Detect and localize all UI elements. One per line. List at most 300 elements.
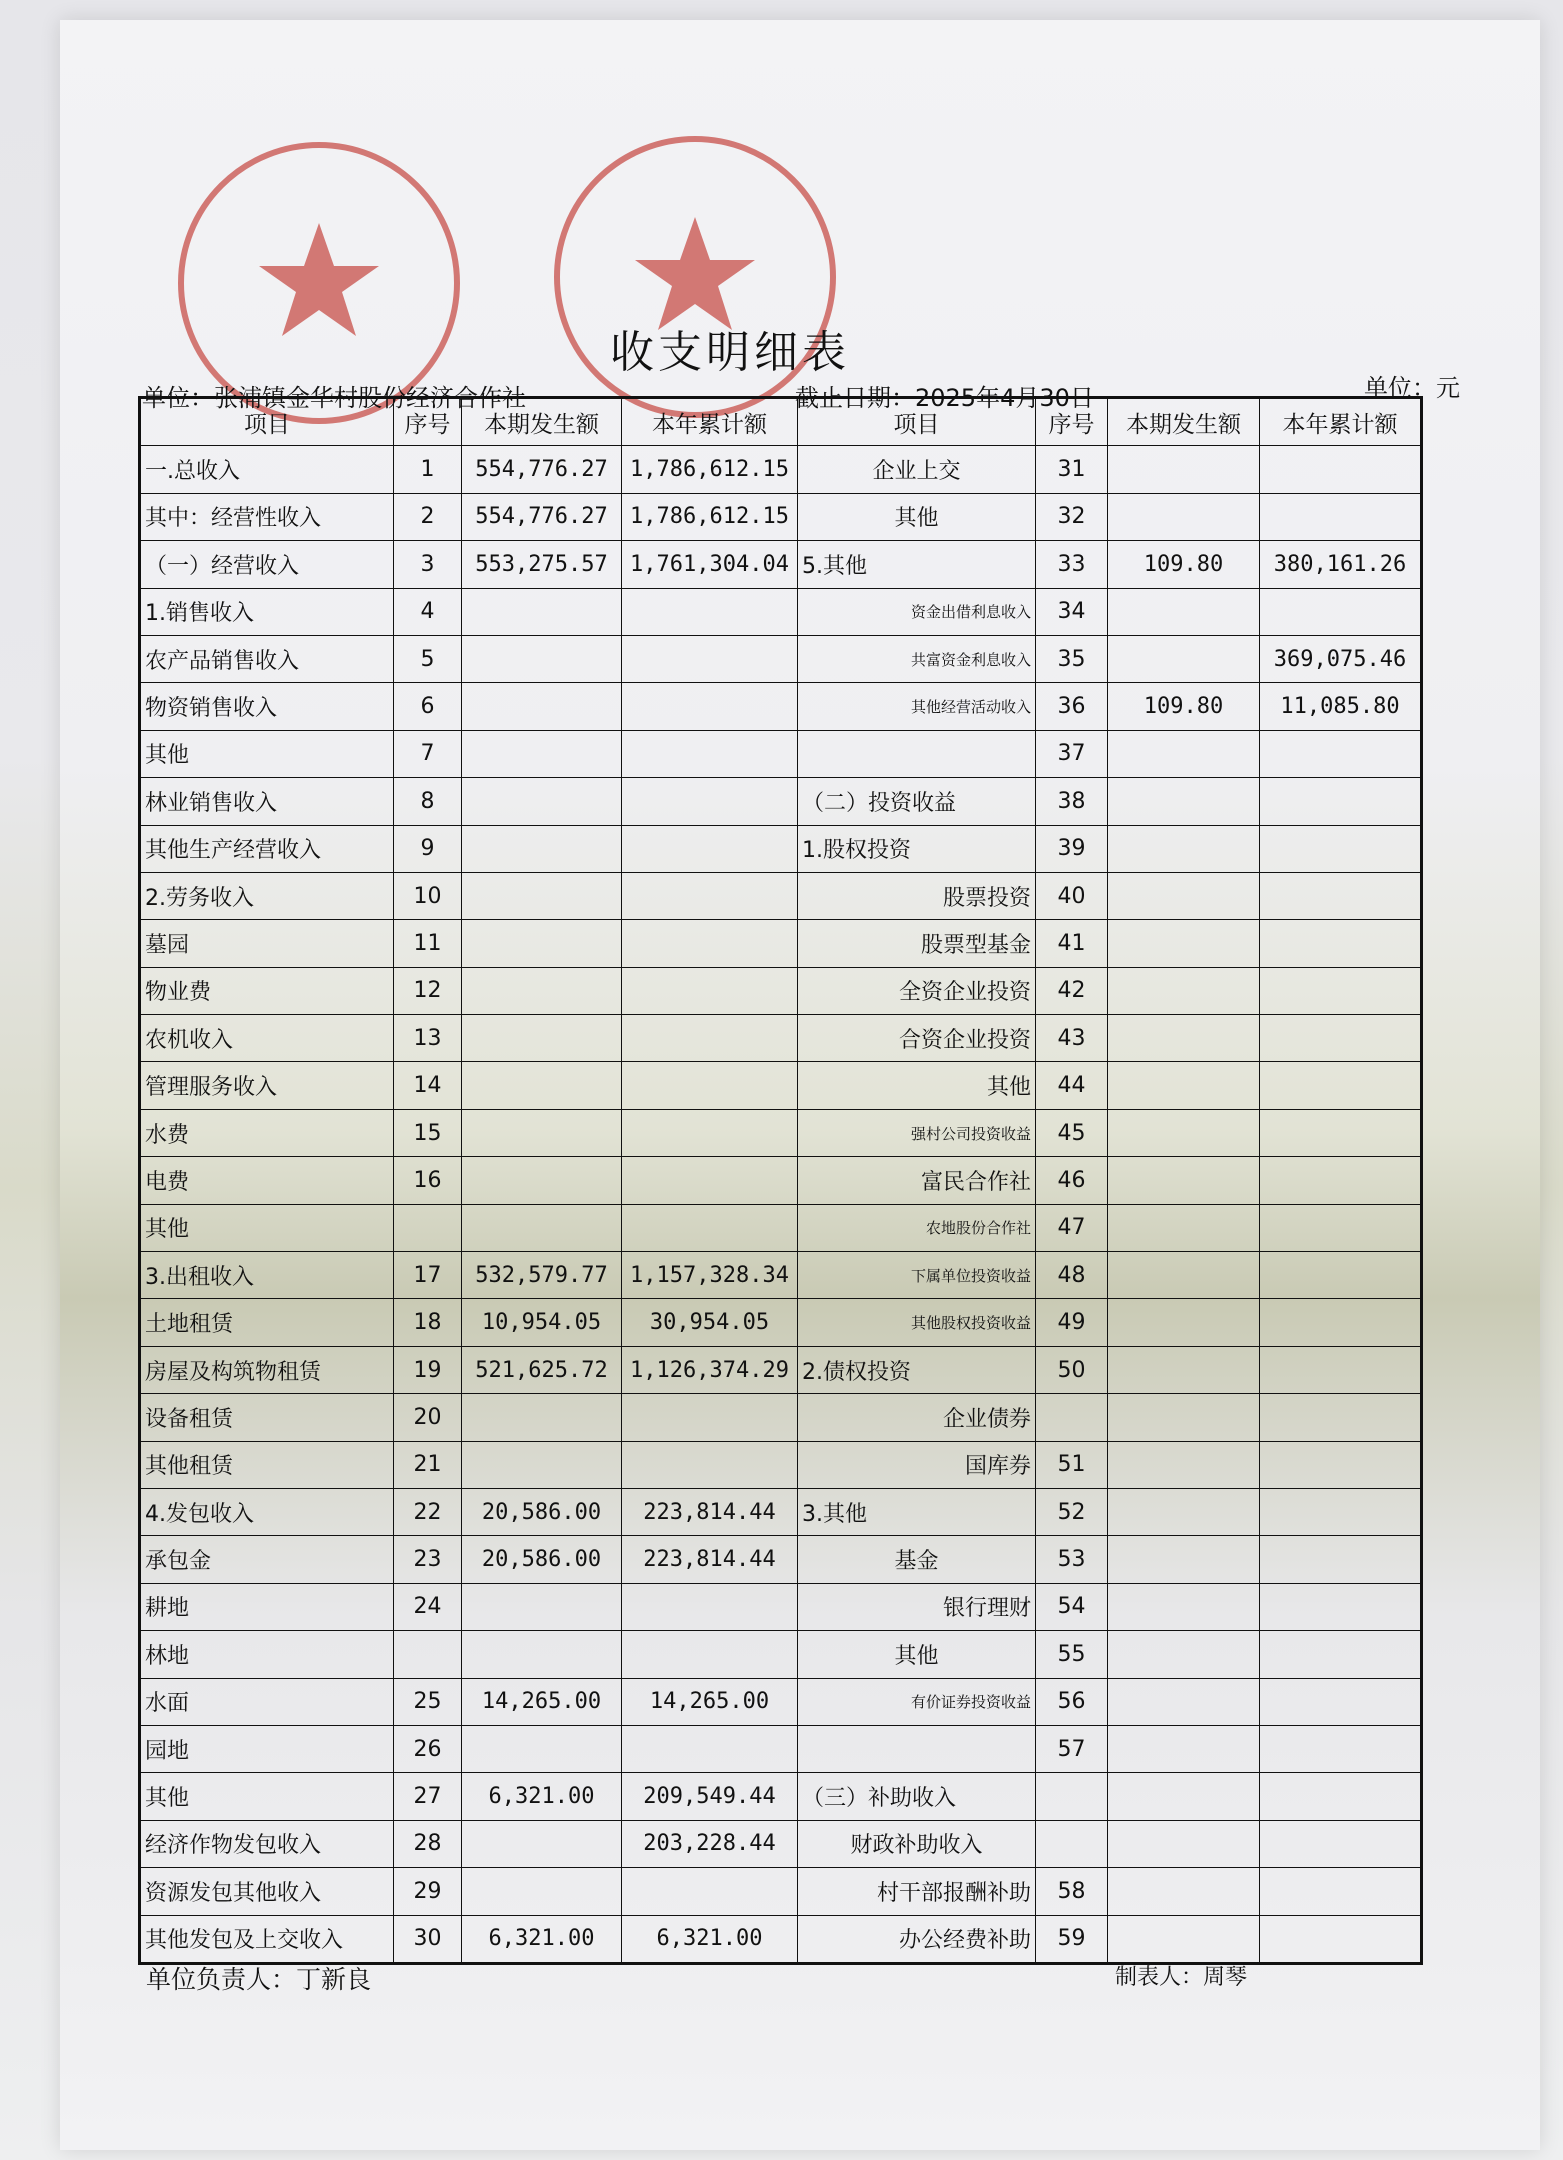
left-item-cell: 农产品销售收入 xyxy=(140,635,394,682)
unit-head-label: 单位负责人：丁新良 xyxy=(146,1965,372,1994)
right-current-amount-cell xyxy=(1108,1583,1260,1630)
left-seq-cell: 21 xyxy=(394,1441,462,1488)
left-ytd-amount-cell xyxy=(622,1394,798,1441)
left-ytd-amount-cell: 14,265.00 xyxy=(622,1678,798,1725)
left-item-cell: 经济作物发包收入 xyxy=(140,1820,394,1867)
right-ytd-amount-cell xyxy=(1260,1915,1422,1963)
right-ytd-amount-cell xyxy=(1260,1252,1422,1299)
left-item-cell: 管理服务收入 xyxy=(140,1062,394,1109)
date-label: 截止日期：2025年4月30日 xyxy=(795,384,1094,412)
right-item-cell: 其他经营活动收入 xyxy=(798,683,1036,730)
right-item-cell: 办公经费补助 xyxy=(798,1915,1036,1963)
left-ytd-amount-cell xyxy=(622,683,798,730)
left-current-amount-cell: 20,586.00 xyxy=(462,1536,622,1583)
right-item-cell: 企业上交 xyxy=(798,446,1036,493)
table-header-row xyxy=(140,398,1422,446)
left-item-cell: 园地 xyxy=(140,1725,394,1772)
right-item-cell: 股票型基金 xyxy=(798,920,1036,967)
right-ytd-amount-cell xyxy=(1260,446,1422,493)
left-current-amount-cell: 6,321.00 xyxy=(462,1915,622,1963)
left-current-amount-cell xyxy=(462,872,622,919)
right-current-amount-cell xyxy=(1108,1773,1260,1820)
left-current-amount-cell: 521,625.72 xyxy=(462,1346,622,1393)
table-row xyxy=(140,1062,1422,1109)
right-ytd-amount-cell xyxy=(1260,1157,1422,1204)
header-cell: 本期发生额 xyxy=(1108,398,1260,446)
left-seq-cell: 8 xyxy=(394,778,462,825)
right-seq-cell: 57 xyxy=(1036,1725,1108,1772)
left-ytd-amount-cell: 209,549.44 xyxy=(622,1773,798,1820)
right-item-cell: 2.债权投资 xyxy=(798,1346,1036,1393)
right-current-amount-cell xyxy=(1108,1915,1260,1963)
right-current-amount-cell xyxy=(1108,920,1260,967)
left-ytd-amount-cell xyxy=(622,1631,798,1678)
currency-label: 单位：元 xyxy=(1364,374,1460,402)
table-row xyxy=(140,635,1422,682)
right-item-cell: 3.其他 xyxy=(798,1488,1036,1535)
right-seq-cell: 58 xyxy=(1036,1868,1108,1915)
right-ytd-amount-cell xyxy=(1260,1536,1422,1583)
right-seq-cell: 35 xyxy=(1036,635,1108,682)
left-ytd-amount-cell xyxy=(622,1109,798,1156)
right-current-amount-cell xyxy=(1108,825,1260,872)
left-seq-cell: 3 xyxy=(394,541,462,588)
left-item-cell: 其中：经营性收入 xyxy=(140,493,394,540)
left-item-cell: 一.总收入 xyxy=(140,446,394,493)
left-ytd-amount-cell: 30,954.05 xyxy=(622,1299,798,1346)
left-item-cell: 物业费 xyxy=(140,967,394,1014)
left-ytd-amount-cell xyxy=(622,635,798,682)
right-item-cell: 基金 xyxy=(798,1536,1036,1583)
header-cell: 本期发生额 xyxy=(462,398,622,446)
left-seq-cell: 30 xyxy=(394,1915,462,1963)
right-ytd-amount-cell xyxy=(1260,1583,1422,1630)
table-row xyxy=(140,1299,1422,1346)
left-current-amount-cell: 532,579.77 xyxy=(462,1252,622,1299)
right-ytd-amount-cell xyxy=(1260,1820,1422,1867)
left-seq-cell: 19 xyxy=(394,1346,462,1393)
left-current-amount-cell xyxy=(462,1394,622,1441)
right-ytd-amount-cell xyxy=(1260,1488,1422,1535)
right-item-cell: 全资企业投资 xyxy=(798,967,1036,1014)
left-seq-cell: 29 xyxy=(394,1868,462,1915)
right-seq-cell: 41 xyxy=(1036,920,1108,967)
left-current-amount-cell: 554,776.27 xyxy=(462,493,622,540)
left-item-cell: 耕地 xyxy=(140,1583,394,1630)
right-ytd-amount-cell xyxy=(1260,493,1422,540)
header-cell: 序号 xyxy=(1036,398,1108,446)
left-seq-cell: 24 xyxy=(394,1583,462,1630)
left-ytd-amount-cell xyxy=(622,1725,798,1772)
left-seq-cell: 16 xyxy=(394,1157,462,1204)
right-ytd-amount-cell xyxy=(1260,1868,1422,1915)
left-item-cell: （一）经营收入 xyxy=(140,541,394,588)
table-row xyxy=(140,1394,1422,1441)
table-row xyxy=(140,872,1422,919)
right-seq-cell: 54 xyxy=(1036,1583,1108,1630)
left-current-amount-cell xyxy=(462,635,622,682)
right-current-amount-cell xyxy=(1108,493,1260,540)
left-seq-cell: 12 xyxy=(394,967,462,1014)
right-ytd-amount-cell xyxy=(1260,1725,1422,1772)
left-ytd-amount-cell xyxy=(622,872,798,919)
right-current-amount-cell xyxy=(1108,1536,1260,1583)
right-current-amount-cell: 109.80 xyxy=(1108,541,1260,588)
right-ytd-amount-cell xyxy=(1260,872,1422,919)
table-row xyxy=(140,825,1422,872)
right-item-cell: 村干部报酬补助 xyxy=(798,1868,1036,1915)
left-current-amount-cell xyxy=(462,1583,622,1630)
right-current-amount-cell xyxy=(1108,1820,1260,1867)
right-item-cell: 有价证券投资收益 xyxy=(798,1678,1036,1725)
left-item-cell: 林业销售收入 xyxy=(140,778,394,825)
right-ytd-amount-cell xyxy=(1260,1109,1422,1156)
left-seq-cell: 27 xyxy=(394,1773,462,1820)
left-seq-cell: 20 xyxy=(394,1394,462,1441)
left-ytd-amount-cell: 1,786,612.15 xyxy=(622,446,798,493)
left-ytd-amount-cell xyxy=(622,1441,798,1488)
header-cell: 本年累计额 xyxy=(1260,398,1422,446)
right-current-amount-cell xyxy=(1108,967,1260,1014)
right-item-cell: 财政补助收入 xyxy=(798,1820,1036,1867)
left-current-amount-cell xyxy=(462,1868,622,1915)
left-seq-cell: 2 xyxy=(394,493,462,540)
right-ytd-amount-cell xyxy=(1260,778,1422,825)
left-seq-cell: 6 xyxy=(394,683,462,730)
left-seq-cell: 9 xyxy=(394,825,462,872)
right-current-amount-cell xyxy=(1108,730,1260,777)
right-current-amount-cell xyxy=(1108,1441,1260,1488)
left-item-cell: 水费 xyxy=(140,1109,394,1156)
left-seq-cell: 23 xyxy=(394,1536,462,1583)
right-current-amount-cell xyxy=(1108,1252,1260,1299)
right-seq-cell xyxy=(1036,1394,1108,1441)
left-ytd-amount-cell xyxy=(622,920,798,967)
right-item-cell: 强村公司投资收益 xyxy=(798,1109,1036,1156)
left-seq-cell: 25 xyxy=(394,1678,462,1725)
left-item-cell: 3.出租收入 xyxy=(140,1252,394,1299)
right-ytd-amount-cell xyxy=(1260,920,1422,967)
right-seq-cell: 39 xyxy=(1036,825,1108,872)
left-current-amount-cell xyxy=(462,967,622,1014)
right-current-amount-cell xyxy=(1108,1015,1260,1062)
right-current-amount-cell xyxy=(1108,1062,1260,1109)
left-ytd-amount-cell xyxy=(622,1015,798,1062)
right-ytd-amount-cell xyxy=(1260,967,1422,1014)
left-current-amount-cell xyxy=(462,1062,622,1109)
right-ytd-amount-cell xyxy=(1260,1773,1422,1820)
table-row xyxy=(140,1109,1422,1156)
left-current-amount-cell: 553,275.57 xyxy=(462,541,622,588)
table-row xyxy=(140,778,1422,825)
right-current-amount-cell xyxy=(1108,1157,1260,1204)
left-current-amount-cell: 6,321.00 xyxy=(462,1773,622,1820)
table-row xyxy=(140,541,1422,588)
right-ytd-amount-cell xyxy=(1260,1394,1422,1441)
left-seq-cell: 18 xyxy=(394,1299,462,1346)
right-item-cell: 5.其他 xyxy=(798,541,1036,588)
left-current-amount-cell: 20,586.00 xyxy=(462,1488,622,1535)
table-row xyxy=(140,1725,1422,1772)
table-row xyxy=(140,1157,1422,1204)
left-seq-cell: 11 xyxy=(394,920,462,967)
left-ytd-amount-cell xyxy=(622,1868,798,1915)
left-ytd-amount-cell xyxy=(622,967,798,1014)
left-ytd-amount-cell: 223,814.44 xyxy=(622,1488,798,1535)
right-current-amount-cell xyxy=(1108,1394,1260,1441)
left-seq-cell: 4 xyxy=(394,588,462,635)
left-seq-cell: 15 xyxy=(394,1109,462,1156)
left-item-cell: 设备租赁 xyxy=(140,1394,394,1441)
right-seq-cell: 45 xyxy=(1036,1109,1108,1156)
table-row xyxy=(140,1204,1422,1251)
table-row xyxy=(140,967,1422,1014)
left-current-amount-cell: 10,954.05 xyxy=(462,1299,622,1346)
left-current-amount-cell xyxy=(462,1820,622,1867)
left-seq-cell: 1 xyxy=(394,446,462,493)
left-seq-cell: 17 xyxy=(394,1252,462,1299)
left-item-cell: 其他 xyxy=(140,730,394,777)
table-row xyxy=(140,1536,1422,1583)
right-item-cell: 共富资金利息收入 xyxy=(798,635,1036,682)
left-current-amount-cell xyxy=(462,1157,622,1204)
table-row xyxy=(140,1015,1422,1062)
preparer-label: 制表人：周琴 xyxy=(1115,1965,1248,1990)
left-seq-cell: 28 xyxy=(394,1820,462,1867)
table-row xyxy=(140,588,1422,635)
right-seq-cell: 50 xyxy=(1036,1346,1108,1393)
right-item-cell: 银行理财 xyxy=(798,1583,1036,1630)
left-item-cell: 水面 xyxy=(140,1678,394,1725)
table-row xyxy=(140,1868,1422,1915)
right-item-cell: 1.股权投资 xyxy=(798,825,1036,872)
right-seq-cell: 38 xyxy=(1036,778,1108,825)
left-seq-cell: 22 xyxy=(394,1488,462,1535)
table-body xyxy=(140,446,1422,1964)
left-ytd-amount-cell xyxy=(622,1062,798,1109)
right-seq-cell: 49 xyxy=(1036,1299,1108,1346)
left-seq-cell: 13 xyxy=(394,1015,462,1062)
left-item-cell: 物资销售收入 xyxy=(140,683,394,730)
right-item-cell: 其他 xyxy=(798,1631,1036,1678)
right-ytd-amount-cell xyxy=(1260,1204,1422,1251)
left-ytd-amount-cell: 1,761,304.04 xyxy=(622,541,798,588)
table-row xyxy=(140,1915,1422,1963)
right-ytd-amount-cell xyxy=(1260,1346,1422,1393)
table-row xyxy=(140,1583,1422,1630)
right-seq-cell: 51 xyxy=(1036,1441,1108,1488)
table-row xyxy=(140,1678,1422,1725)
left-ytd-amount-cell: 203,228.44 xyxy=(622,1820,798,1867)
left-ytd-amount-cell: 1,157,328.34 xyxy=(622,1252,798,1299)
left-ytd-amount-cell: 1,786,612.15 xyxy=(622,493,798,540)
right-item-cell: 其他 xyxy=(798,493,1036,540)
table-row xyxy=(140,1488,1422,1535)
right-ytd-amount-cell xyxy=(1260,588,1422,635)
right-current-amount-cell xyxy=(1108,1488,1260,1535)
left-item-cell: 房屋及构筑物租赁 xyxy=(140,1346,394,1393)
left-ytd-amount-cell: 1,126,374.29 xyxy=(622,1346,798,1393)
left-current-amount-cell xyxy=(462,825,622,872)
right-current-amount-cell xyxy=(1108,635,1260,682)
table-row xyxy=(140,920,1422,967)
left-current-amount-cell xyxy=(462,1204,622,1251)
header-cell: 项目 xyxy=(140,398,394,446)
left-current-amount-cell xyxy=(462,1015,622,1062)
right-seq-cell: 32 xyxy=(1036,493,1108,540)
right-current-amount-cell xyxy=(1108,872,1260,919)
right-seq-cell: 44 xyxy=(1036,1062,1108,1109)
right-item-cell: （三）补助收入 xyxy=(798,1773,1036,1820)
left-ytd-amount-cell xyxy=(622,1204,798,1251)
left-seq-cell: 14 xyxy=(394,1062,462,1109)
right-item-cell: 企业债券 xyxy=(798,1394,1036,1441)
right-seq-cell: 37 xyxy=(1036,730,1108,777)
left-seq-cell: 7 xyxy=(394,730,462,777)
right-seq-cell xyxy=(1036,1773,1108,1820)
left-seq-cell: 26 xyxy=(394,1725,462,1772)
right-item-cell: 农地股份合作社 xyxy=(798,1204,1036,1251)
left-ytd-amount-cell xyxy=(622,1157,798,1204)
right-seq-cell: 43 xyxy=(1036,1015,1108,1062)
right-seq-cell: 47 xyxy=(1036,1204,1108,1251)
left-item-cell: 资源发包其他收入 xyxy=(140,1868,394,1915)
left-seq-cell xyxy=(394,1204,462,1251)
right-ytd-amount-cell xyxy=(1260,1631,1422,1678)
right-item-cell: 股票投资 xyxy=(798,872,1036,919)
left-item-cell: 其他租赁 xyxy=(140,1441,394,1488)
left-item-cell: 墓园 xyxy=(140,920,394,967)
left-current-amount-cell xyxy=(462,588,622,635)
table-row xyxy=(140,493,1422,540)
income-detail-table xyxy=(138,396,1423,1965)
document-page xyxy=(60,20,1540,2150)
left-current-amount-cell xyxy=(462,730,622,777)
right-item-cell: 资金出借利息收入 xyxy=(798,588,1036,635)
right-seq-cell: 33 xyxy=(1036,541,1108,588)
right-current-amount-cell xyxy=(1108,1725,1260,1772)
left-ytd-amount-cell xyxy=(622,1583,798,1630)
left-ytd-amount-cell xyxy=(622,588,798,635)
left-current-amount-cell: 14,265.00 xyxy=(462,1678,622,1725)
right-ytd-amount-cell xyxy=(1260,1678,1422,1725)
right-seq-cell: 59 xyxy=(1036,1915,1108,1963)
right-seq-cell: 52 xyxy=(1036,1488,1108,1535)
right-seq-cell: 40 xyxy=(1036,872,1108,919)
left-item-cell: 土地租赁 xyxy=(140,1299,394,1346)
right-seq-cell: 31 xyxy=(1036,446,1108,493)
left-item-cell: 其他 xyxy=(140,1773,394,1820)
table-row xyxy=(140,730,1422,777)
right-current-amount-cell: 109.80 xyxy=(1108,683,1260,730)
left-current-amount-cell xyxy=(462,920,622,967)
right-seq-cell: 48 xyxy=(1036,1252,1108,1299)
table-row xyxy=(140,1441,1422,1488)
right-current-amount-cell xyxy=(1108,1678,1260,1725)
left-ytd-amount-cell xyxy=(622,778,798,825)
right-ytd-amount-cell: 380,161.26 xyxy=(1260,541,1422,588)
right-item-cell: 国库券 xyxy=(798,1441,1036,1488)
left-current-amount-cell xyxy=(462,778,622,825)
header-cell: 本年累计额 xyxy=(622,398,798,446)
right-item-cell: 其他股权投资收益 xyxy=(798,1299,1036,1346)
right-ytd-amount-cell xyxy=(1260,1441,1422,1488)
right-current-amount-cell xyxy=(1108,1346,1260,1393)
right-current-amount-cell xyxy=(1108,1868,1260,1915)
right-item-cell: 富民合作社 xyxy=(798,1157,1036,1204)
header-cell: 项目 xyxy=(798,398,1036,446)
right-ytd-amount-cell: 369,075.46 xyxy=(1260,635,1422,682)
table-row xyxy=(140,1631,1422,1678)
left-item-cell: 其他发包及上交收入 xyxy=(140,1915,394,1963)
table-row xyxy=(140,1252,1422,1299)
right-ytd-amount-cell: 11,085.80 xyxy=(1260,683,1422,730)
table-row xyxy=(140,446,1422,493)
right-seq-cell: 55 xyxy=(1036,1631,1108,1678)
right-seq-cell: 46 xyxy=(1036,1157,1108,1204)
left-item-cell: 1.销售收入 xyxy=(140,588,394,635)
right-current-amount-cell xyxy=(1108,1204,1260,1251)
left-item-cell: 电费 xyxy=(140,1157,394,1204)
right-ytd-amount-cell xyxy=(1260,1299,1422,1346)
left-ytd-amount-cell: 6,321.00 xyxy=(622,1915,798,1963)
left-seq-cell xyxy=(394,1631,462,1678)
right-current-amount-cell xyxy=(1108,1109,1260,1156)
left-item-cell: 林地 xyxy=(140,1631,394,1678)
right-item-cell: 下属单位投资收益 xyxy=(798,1252,1036,1299)
left-ytd-amount-cell: 223,814.44 xyxy=(622,1536,798,1583)
right-item-cell: （二）投资收益 xyxy=(798,778,1036,825)
right-item-cell xyxy=(798,730,1036,777)
right-current-amount-cell xyxy=(1108,778,1260,825)
right-seq-cell: 42 xyxy=(1036,967,1108,1014)
right-current-amount-cell xyxy=(1108,446,1260,493)
left-seq-cell: 10 xyxy=(394,872,462,919)
left-item-cell: 其他生产经营收入 xyxy=(140,825,394,872)
right-seq-cell: 56 xyxy=(1036,1678,1108,1725)
left-current-amount-cell xyxy=(462,1631,622,1678)
right-seq-cell xyxy=(1036,1820,1108,1867)
left-ytd-amount-cell xyxy=(622,730,798,777)
table-row xyxy=(140,1773,1422,1820)
right-ytd-amount-cell xyxy=(1260,825,1422,872)
right-seq-cell: 53 xyxy=(1036,1536,1108,1583)
right-seq-cell: 34 xyxy=(1036,588,1108,635)
right-current-amount-cell xyxy=(1108,588,1260,635)
right-item-cell: 其他 xyxy=(798,1062,1036,1109)
left-current-amount-cell xyxy=(462,683,622,730)
right-ytd-amount-cell xyxy=(1260,1015,1422,1062)
table-row xyxy=(140,683,1422,730)
left-item-cell: 4.发包收入 xyxy=(140,1488,394,1535)
left-item-cell: 承包金 xyxy=(140,1536,394,1583)
header-cell: 序号 xyxy=(394,398,462,446)
right-seq-cell: 36 xyxy=(1036,683,1108,730)
table-row xyxy=(140,1820,1422,1867)
unit-label: 单位：张浦镇金华村股份经济合作社 xyxy=(142,384,526,412)
left-current-amount-cell: 554,776.27 xyxy=(462,446,622,493)
left-item-cell: 农机收入 xyxy=(140,1015,394,1062)
right-current-amount-cell xyxy=(1108,1299,1260,1346)
right-current-amount-cell xyxy=(1108,1631,1260,1678)
right-ytd-amount-cell xyxy=(1260,1062,1422,1109)
left-seq-cell: 5 xyxy=(394,635,462,682)
table-row xyxy=(140,1346,1422,1393)
left-current-amount-cell xyxy=(462,1441,622,1488)
document-title: 收支明细表 xyxy=(610,327,850,378)
left-ytd-amount-cell xyxy=(622,825,798,872)
right-ytd-amount-cell xyxy=(1260,730,1422,777)
